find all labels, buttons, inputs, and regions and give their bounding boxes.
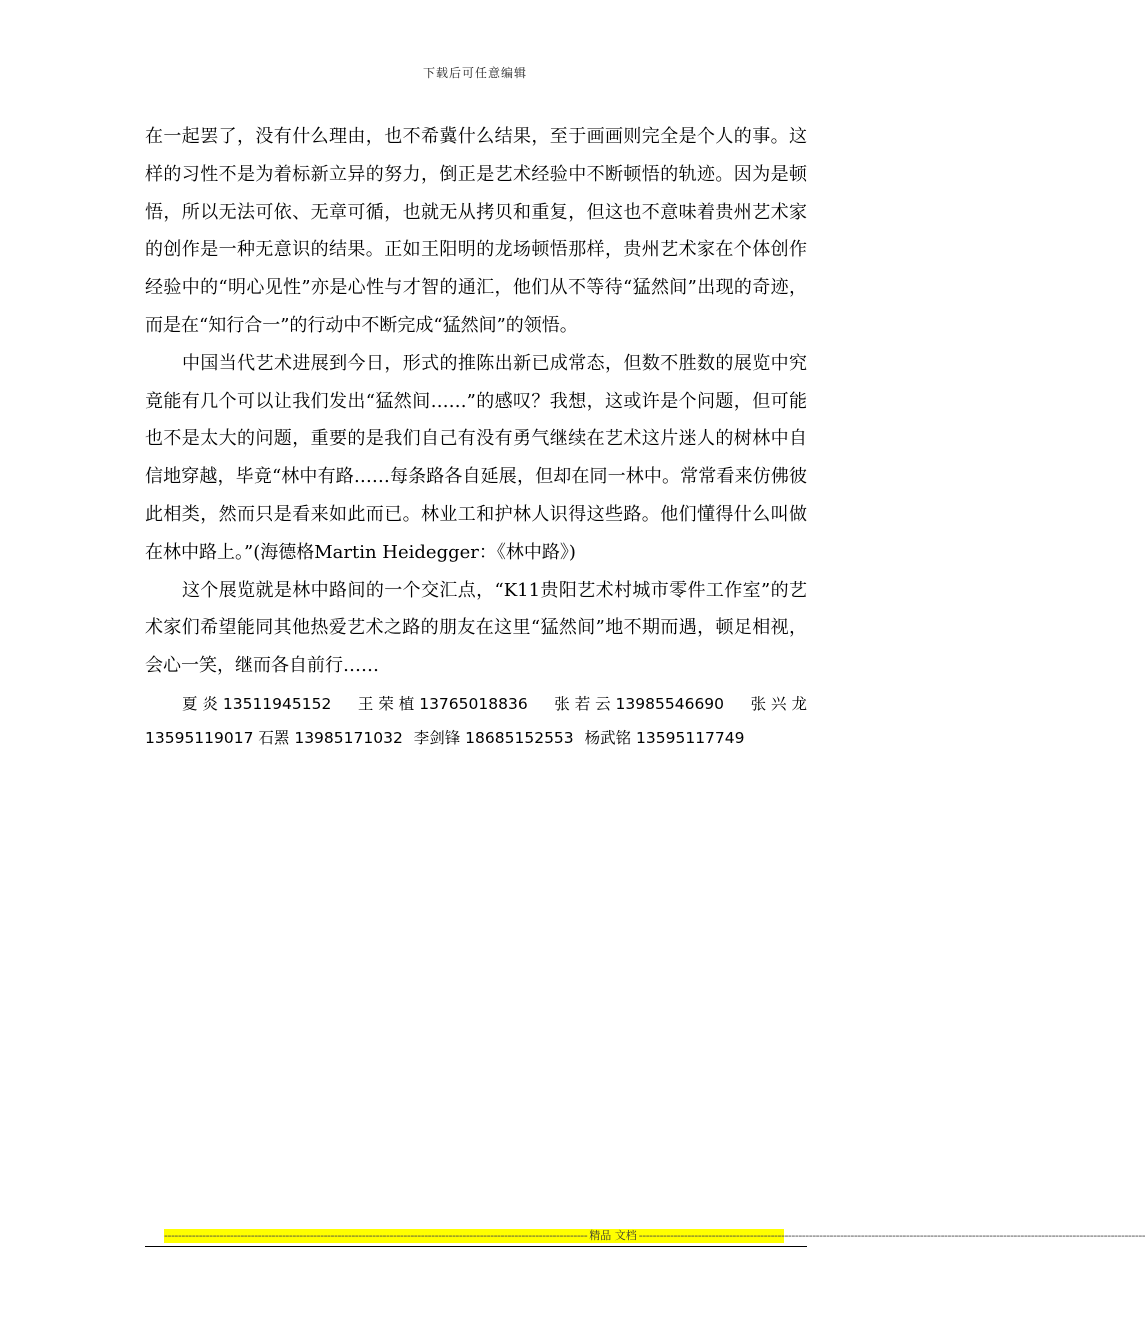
contact-line-1	[145, 687, 807, 721]
paragraph-3: 这个展览就是林中路间的一个交汇点，“K11贵阳艺术村城市零件工作室”的艺术家们希望能同其他热爱艺术之路的朋友在这里“猛然间”地不期而遇，顿足相视，会心一笑，继而各自前行……	[145, 579, 807, 677]
paragraph-1: 在一起罢了，没有什么理由，也不希冀什么结果，至于画画则完全是个人的事。这样的习性不是为着标新立异的努力，倒正是艺术经验中不断顿悟的轨迹。因为是顿悟，所以无法可依、无章可循，也就无从拷贝和重复，但这也不意味着贵州艺术家的创作是一种无意识的结果。正如王阳明的龙场顿悟那样，贵州艺术家在个体创作经验中的“明心见性”亦是心性与才智的通汇，他们从不等待“猛然间”出现的奇迹，而是在“知行合一”的行动中不断完成“猛然间”的领悟。	[145, 126, 807, 336]
contact-list	[145, 687, 807, 755]
footer-dash-right: --------------------------------------------------------------------------------------------------------------------------------------------------	[638, 1229, 1145, 1242]
footer-rule	[145, 1246, 807, 1247]
footer-label: 精品 文档	[589, 1229, 637, 1242]
contact-entry: 杨武铭 13595117749	[584, 728, 745, 747]
footer-dash-left: --------------------------------------------------------------------------------------------------------------------------	[164, 1229, 588, 1242]
page-header: 下载后可任意编辑	[422, 66, 527, 80]
paragraph-2: 中国当代艺术进展到今日，形式的推陈出新已成常态，但数不胜数的展览中究竟能有几个可以让我们发出“猛然间……”的感叹？我想，这或许是个问题，但可能也不是太大的问题，重要的是我们自己有没有勇气继续在艺术这片迷人的树林中自信地穿越，毕竟“林中有路……每条路各自延展，但却在同一林中。常常看来仿佛彼此相类，然而只是看来如此而已。林业工和护林人识得这些路。他们懂得什么叫做在林中路上。”(海德格Martin Heidegger：《林中路》)	[145, 352, 807, 563]
page-footer	[164, 1229, 1145, 1243]
document-body	[145, 118, 807, 755]
contact-entry: 张 兴 龙	[750, 694, 807, 713]
contact-entry: 13595119017 石罴 13985171032	[145, 728, 403, 747]
contact-entry: 夏 炎 13511945152	[182, 694, 332, 713]
contact-entry: 王 荣 植 13765018836	[357, 694, 528, 713]
contact-entry: 张 若 云 13985546690	[554, 694, 725, 713]
contact-line-2	[145, 721, 807, 755]
contact-entry: 李剑锋 18685152553	[413, 728, 574, 747]
